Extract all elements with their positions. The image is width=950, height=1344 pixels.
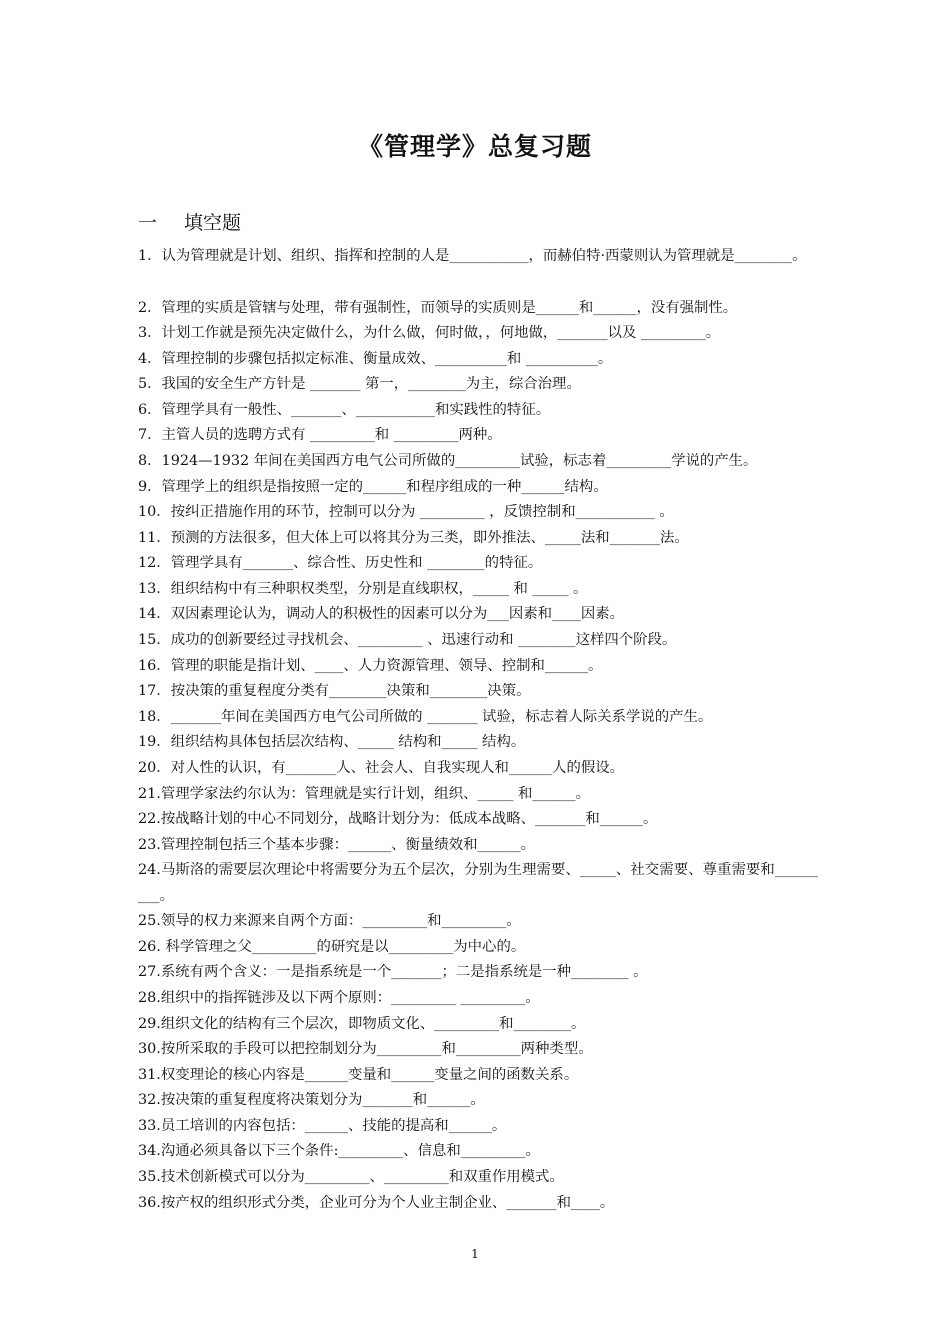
question-2: 2．管理的实质是管辖与处理，带有强制性，而领导的实质则是______和______，没有强制性。 [138,300,738,316]
question-4: 4．管理控制的步骤包括拟定标准、衡量成效、__________和 __________。 [138,351,613,367]
question-32: 32.按决策的重复程度将决策划分为_______和______。 [138,1092,485,1108]
section-number: 一 [138,212,158,234]
question-19: 19．组织结构具体包括层次结构、_____ 结构和_____ 结构。 [138,734,526,750]
question-7: 7．主管人员的选聘方式有 _________和 _________两种。 [138,427,502,443]
question-21: 21.管理学家法约尔认为：管理就是实行计划，组织、_____ 和______。 [138,786,590,802]
question-31: 31.权变理论的核心内容是______变量和______变量之间的函数关系。 [138,1067,579,1083]
question-22: 22.按战略计划的中心不同划分，战略计划分为：低成本战略、_______和______。 [138,811,658,827]
question-24: 24.马斯洛的需要层次理论中将需要分为五个层次，分别为生理需要、_____、社交需要、尊重需要和_________。 [138,862,818,904]
question-13: 13．组织结构中有三种职权类型，分别是直线职权，_____ 和 _____ 。 [138,581,588,597]
question-11: 11．预测的方法很多，但大体上可以将其分为三类，即外推法、_____法和_______法。 [138,530,689,546]
question-36: 36.按产权的组织形式分类，企业可分为个人业主制企业、_______和____。 [138,1195,615,1211]
question-1: 1．认为管理就是计划、组织、指挥和控制的人是___________，而赫伯特·西蒙则认为管理就是________。 [138,248,807,264]
question-17: 17．按决策的重复程度分类有________决策和________决策。 [138,683,531,699]
question-34: 34.沟通必须具备以下三个条件:_________、信息和_________。 [138,1143,540,1159]
question-20: 20．对人性的认识，有_______人、社会人、自我实现人和______人的假设。 [138,760,625,776]
page-title: 《管理学》总复习题 [357,132,592,161]
question-30: 30.按所采取的手段可以把控制划分为_________和_________两种类型。 [138,1041,593,1057]
question-23: 23.管理控制包括三个基本步骤：______、衡量绩效和______。 [138,837,536,853]
question-6: 6．管理学具有一般性、_______、___________和实践性的特征。 [138,402,551,418]
page-number: 1 [471,1247,479,1261]
question-25: 25.领导的权力来源来自两个方面：_________和_________。 [138,913,521,929]
question-28: 28.组织中的指挥链涉及以下两个原则：_________ _________。 [138,990,540,1006]
question-27: 27.系统有两个含义：一是指系统是一个_______；二是指系统是一种________ 。 [138,964,648,980]
question-3: 3．计划工作就是预先决定做什么，为什么做，何时做，，何地做，_______以及 _________。 [138,325,721,341]
question-10: 10．按纠正措施作用的环节，控制可以分为 _________ ，反馈控制和___________ 。 [138,504,674,520]
question-8: 8．1924—1932 年间在美国西方电气公司所做的_________试验，标志着_________学说的产生。 [138,453,758,469]
question-5: 5．我国的安全生产方针是 _______ 第一，________为主，综合治理。 [138,376,581,392]
question-14: 14．双因素理论认为，调动人的积极性的因素可以分为___因素和____因素。 [138,606,625,622]
question-26: 26. 科学管理之父_________的研究是以_________为中心的。 [138,939,526,955]
question-12: 12．管理学具有_______、综合性、历史性和 ________的特征。 [138,555,543,571]
question-16: 16．管理的职能是指计划、____、人力资源管理、领导、控制和______。 [138,658,603,674]
question-33: 33.员工培训的内容包括：______、技能的提高和______。 [138,1118,507,1134]
question-35: 35.技术创新模式可以分为_________、_________和双重作用模式。 [138,1169,564,1185]
question-29: 29.组织文化的结构有三个层次，即物质文化、_________和________。 [138,1016,586,1032]
question-18: 18．_______年间在美国西方电气公司所做的 _______ 试验，标志着人际关系学说的产生。 [138,709,713,725]
question-9: 9．管理学上的组织是指按照一定的______和程序组成的一种______结构。 [138,479,608,495]
section-heading [138,208,241,235]
question-15: 15．成功的创新要经过寻找机会、_________ 、迅速行动和 ________这样四个阶段。 [138,632,677,648]
section-label: 填空题 [184,212,242,234]
